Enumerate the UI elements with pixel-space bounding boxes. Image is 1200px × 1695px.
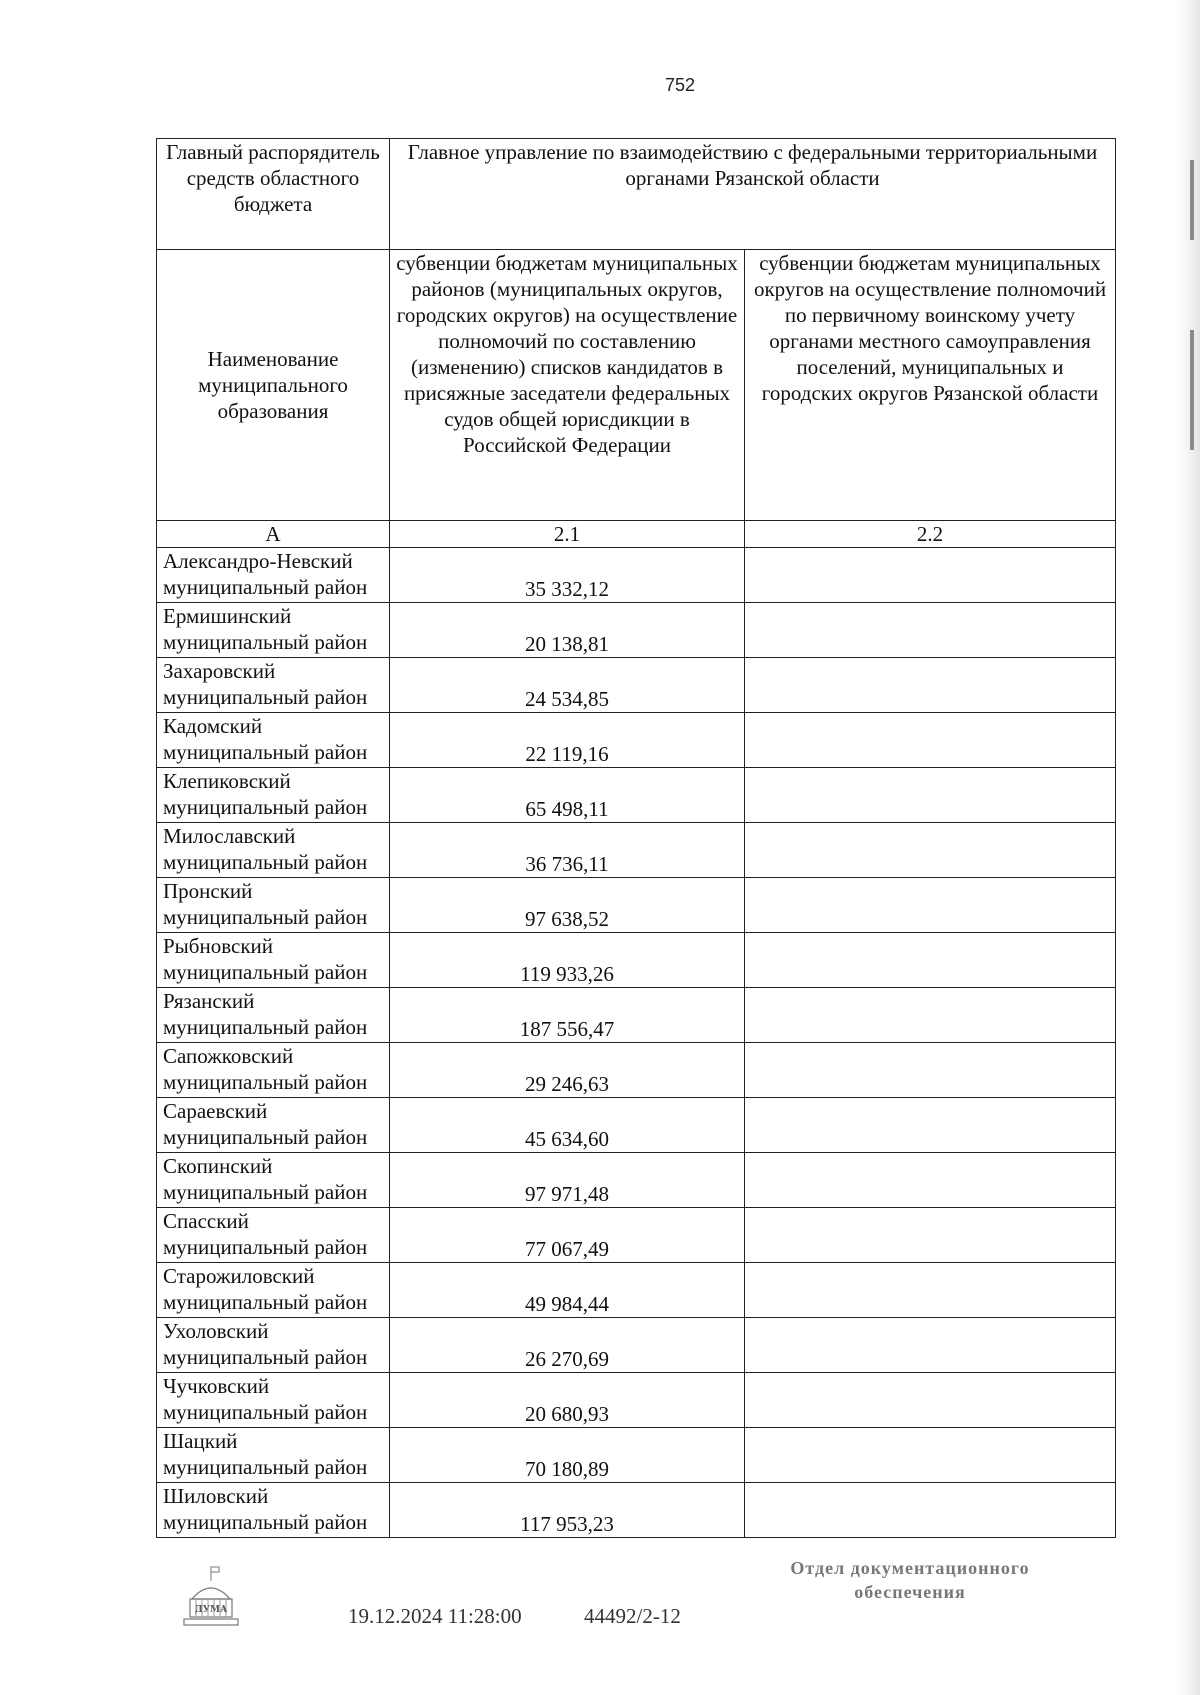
- column-2-1-title: субвенции бюджетам муниципальных районов (муниципальных округов, городских округов) на осуществление полномочий по составлению (изменению) списков кандидатов в присяжные заседатели федеральных судов общей юрисдикции в Российской Федерации: [390, 250, 745, 521]
- table-row: [157, 1153, 1116, 1208]
- municipality-name: Шиловский муниципальный район: [157, 1483, 390, 1538]
- subvention-2-1-value: 20 138,81: [390, 603, 745, 658]
- municipality-name: Чучковский муниципальный район: [157, 1373, 390, 1428]
- municipality-name: Шацкий муниципальный район: [157, 1428, 390, 1483]
- subvention-2-2-value: [745, 713, 1116, 768]
- duma-emblem-icon: [180, 1565, 242, 1630]
- subvention-2-2-value: [745, 1373, 1116, 1428]
- subvention-2-1-value: 26 270,69: [390, 1318, 745, 1373]
- subvention-2-2-value: [745, 603, 1116, 658]
- subvention-2-2-value: [745, 1263, 1116, 1318]
- subvention-2-2-value: [745, 988, 1116, 1043]
- subvention-2-2-value: [745, 1208, 1116, 1263]
- table-row: [157, 768, 1116, 823]
- subvention-2-2-value: [745, 548, 1116, 603]
- subvention-2-2-value: [745, 1428, 1116, 1483]
- scan-edge: [1176, 0, 1200, 1695]
- municipality-name: Рязанский муниципальный район: [157, 988, 390, 1043]
- municipality-name: Сараевский муниципальный район: [157, 1098, 390, 1153]
- distributor-name: Главное управление по взаимодействию с федеральными территориальными органами Рязанской области: [390, 139, 1116, 250]
- emblem-text: ДУМА: [194, 1605, 228, 1615]
- subvention-2-2-value: [745, 1483, 1116, 1538]
- municipality-name: Спасский муниципальный район: [157, 1208, 390, 1263]
- header-row-distributor: [157, 139, 1116, 250]
- table-row: [157, 1208, 1116, 1263]
- municipality-name: Скопинский муниципальный район: [157, 1153, 390, 1208]
- subvention-2-1-value: 45 634,60: [390, 1098, 745, 1153]
- subvention-2-1-value: 20 680,93: [390, 1373, 745, 1428]
- column-2-2-title: субвенции бюджетам муниципальных округов на осуществление полномочий по первичному воинскому учету органами местного самоуправления поселений, муниципальных и городских округов Рязанской области: [745, 250, 1116, 521]
- municipality-name: Ермишинский муниципальный район: [157, 603, 390, 658]
- budget-table: [156, 138, 1116, 1538]
- municipality-name: Сапожковский муниципальный район: [157, 1043, 390, 1098]
- municipality-name: Клепиковский муниципальный район: [157, 768, 390, 823]
- table-row: [157, 658, 1116, 713]
- subvention-2-1-value: 35 332,12: [390, 548, 745, 603]
- subvention-2-1-value: 97 971,48: [390, 1153, 745, 1208]
- subvention-2-1-value: 97 638,52: [390, 878, 745, 933]
- footer-datetime: 19.12.2024 11:28:00: [348, 1604, 522, 1628]
- table-row: [157, 933, 1116, 988]
- subvention-2-1-value: 65 498,11: [390, 768, 745, 823]
- subvention-2-2-value: [745, 1098, 1116, 1153]
- municipality-name: Пронский муниципальный район: [157, 878, 390, 933]
- header-row-columns: [157, 250, 1116, 521]
- scan-artifact: [1190, 330, 1194, 450]
- subvention-2-1-value: 29 246,63: [390, 1043, 745, 1098]
- subvention-2-2-value: [745, 658, 1116, 713]
- subvention-2-2-value: [745, 1153, 1116, 1208]
- table-row: [157, 1483, 1116, 1538]
- column-index-2-1: 2.1: [390, 521, 745, 548]
- table-row: [157, 1373, 1116, 1428]
- scan-artifact: [1190, 160, 1194, 240]
- table-row: [157, 1263, 1116, 1318]
- subvention-2-1-value: 187 556,47: [390, 988, 745, 1043]
- subvention-2-1-value: 70 180,89: [390, 1428, 745, 1483]
- subvention-2-1-value: 117 953,23: [390, 1483, 745, 1538]
- subvention-2-1-value: 119 933,26: [390, 933, 745, 988]
- table-row: [157, 878, 1116, 933]
- subvention-2-2-value: [745, 878, 1116, 933]
- municipality-name: Старожиловский муниципальный район: [157, 1263, 390, 1318]
- subvention-2-2-value: [745, 823, 1116, 878]
- municipality-label: Наименование муниципального образования: [157, 250, 390, 521]
- page-number: 752: [664, 75, 696, 95]
- subvention-2-1-value: 77 067,49: [390, 1208, 745, 1263]
- municipality-name: Ухоловский муниципальный район: [157, 1318, 390, 1373]
- subvention-2-2-value: [745, 933, 1116, 988]
- table-row: [157, 1043, 1116, 1098]
- table-row: [157, 548, 1116, 603]
- department-stamp: Отдел документационного обеспечения: [790, 1558, 1030, 1602]
- table-row: [157, 988, 1116, 1043]
- table-row: [157, 823, 1116, 878]
- municipality-name: Захаровский муниципальный район: [157, 658, 390, 713]
- subvention-2-1-value: 36 736,11: [390, 823, 745, 878]
- table-row: [157, 1428, 1116, 1483]
- subvention-2-2-value: [745, 1043, 1116, 1098]
- table-row: [157, 713, 1116, 768]
- table-row: [157, 603, 1116, 658]
- subvention-2-1-value: 22 119,16: [390, 713, 745, 768]
- subvention-2-2-value: [745, 768, 1116, 823]
- subvention-2-1-value: 24 534,85: [390, 658, 745, 713]
- municipality-name: Александро-Невский муниципальный район: [157, 548, 390, 603]
- subvention-2-1-value: 49 984,44: [390, 1263, 745, 1318]
- table-row: [157, 1098, 1116, 1153]
- municipality-name: Кадомский муниципальный район: [157, 713, 390, 768]
- distributor-label: Главный распорядитель средств областного бюджета: [157, 139, 390, 250]
- table-row: [157, 1318, 1116, 1373]
- column-index-2-2: 2.2: [745, 521, 1116, 548]
- column-index-a: А: [157, 521, 390, 548]
- municipality-name: Милославский муниципальный район: [157, 823, 390, 878]
- header-row-index: [157, 521, 1116, 548]
- municipality-name: Рыбновский муниципальный район: [157, 933, 390, 988]
- footer-doc-code: 44492/2-12: [584, 1604, 681, 1628]
- subvention-2-2-value: [745, 1318, 1116, 1373]
